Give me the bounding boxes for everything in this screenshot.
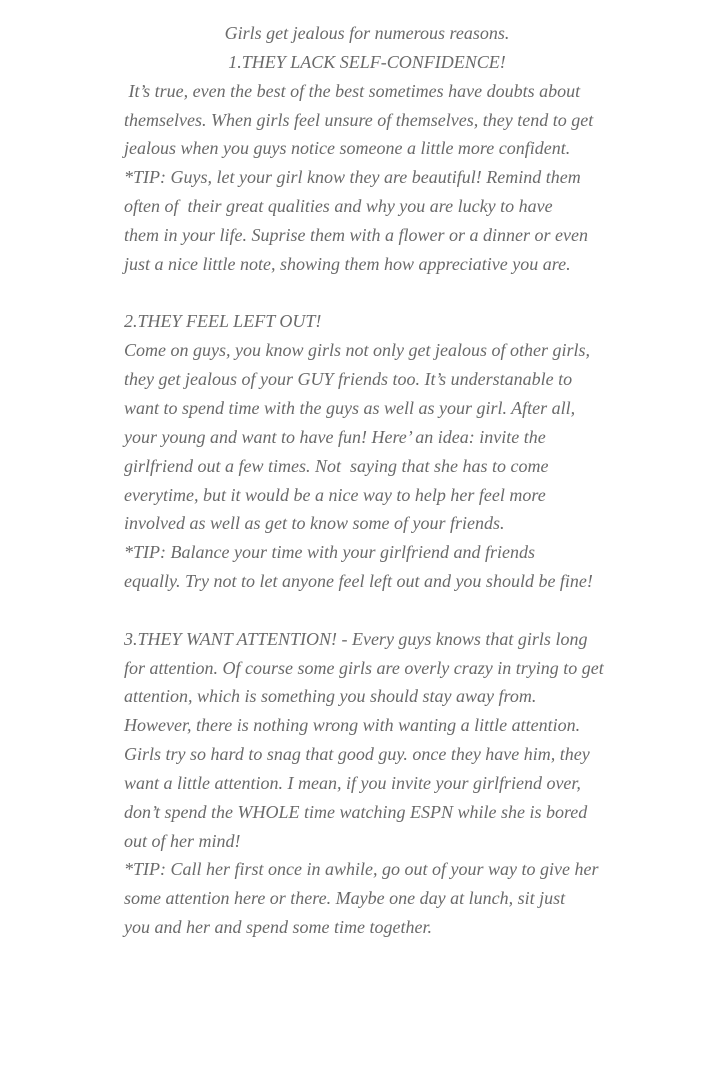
spacer [124,279,624,308]
text-line: jealous when you guys notice someone a little more confident. [124,138,571,159]
intro-title: Girls get jealous for numerous reasons. [224,23,510,43]
text-line: for attention. Of course some girls are overly crazy in trying to get [124,657,604,678]
text-line: they get jealous of your GUY friends too. It’s understanable to [124,369,573,390]
tip-line: some attention here or there. Maybe one day at lunch, sit just [124,888,566,909]
section-3-heading-line: 3.THEY WANT ATTENTION! - Every guys knows that girls long [124,628,588,649]
text-line: girlfriend out a few times. Not saying that she has to come [124,455,549,476]
text-line: themselves. When girls feel unsure of themselves, they tend to get [124,109,594,130]
tip-line: *TIP: Guys, let your girl know they are beautiful! Remind them [124,167,581,188]
section-1-heading: 1.THEY LACK SELF-CONFIDENCE! [228,51,506,72]
tip-line: them in your life. Suprise them with a flower or a dinner or even [124,224,588,245]
text-line: don’t spend the WHOLE time watching ESPN while she is bored [124,801,588,822]
section-2-body [124,336,624,596]
text-line: However, there is nothing wrong with wanting a little attention. [124,715,581,736]
section-1-body [124,77,624,279]
text-line: out of her mind! [124,830,241,851]
text-line: Come on guys, you know girls not only get jealous of other girls, [124,340,590,361]
text-line: Girls try so hard to snag that good guy. once they have him, they [124,744,590,765]
text-line: It’s true, even the best of the best sometimes have doubts about [124,80,581,101]
section-3-body [124,625,624,942]
text-line: involved as well as get to know some of your friends. [124,513,505,534]
text-line: everytime, but it would be a nice way to help her feel more [124,484,546,505]
section-2-heading: 2.THEY FEEL LEFT OUT! [124,311,322,332]
text-line: your young and want to have fun! Here’ an idea: invite the [124,426,546,447]
tip-line: *TIP: Balance your time with your girlfriend and friends [124,542,535,563]
tip-line: just a nice little note, showing them how appreciative you are. [124,253,571,274]
tip-line: equally. Try not to let anyone feel left out and you should be fine! [124,571,593,592]
text-line: want to spend time with the guys as well as your girl. After all, [124,397,576,418]
spacer [124,596,624,625]
tip-line: you and her and spend some time together. [124,917,432,938]
text-line: attention, which is something you should stay away from. [124,686,537,707]
document-body [124,19,624,942]
tip-line: *TIP: Call her first once in awhile, go out of your way to give her [124,859,599,880]
text-line: want a little attention. I mean, if you invite your girlfriend over, [124,772,581,793]
tip-line: often of their great qualities and why you are lucky to have [124,196,553,217]
